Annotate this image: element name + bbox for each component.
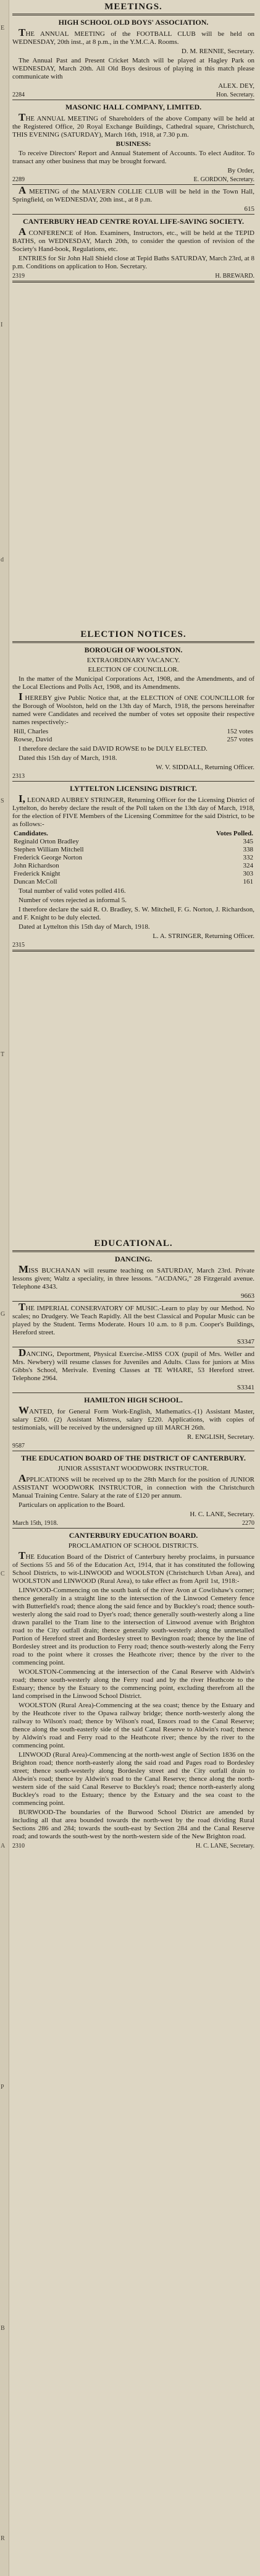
table-row: Reginald Orton Bradley 345 xyxy=(14,838,253,845)
notice-body: BURWOOD-The boundaries of the Burwood School District are amended by including all that area bounded towards the north-west by the road dividing Rural Sections 286 and 284; towards the south-east by Section 284 and the Canal Reserve road; and towards the south-west by the north-western side of the New Brighton road. xyxy=(12,1809,254,1840)
educational-section xyxy=(12,1237,254,1851)
notice-body: Total number of valid votes polled 416. xyxy=(19,887,126,895)
notice-body: Number of votes rejected as informal 5. xyxy=(19,897,127,904)
notice-reference: 2313 xyxy=(12,773,25,780)
rule xyxy=(12,1301,254,1302)
notice-signature: W. V. SIDDALL, Returning Officer. xyxy=(156,764,254,771)
notice-title: BOROUGH OF WOOLSTON. xyxy=(84,646,183,654)
notice-reference: March 15th, 1918. 2270 xyxy=(12,1520,254,1527)
meetings-section xyxy=(12,0,254,283)
notice-signature: H. C. LANE, Secretary. xyxy=(190,1511,254,1518)
notice-reference: 2284 Hon. Secretary. xyxy=(12,92,254,98)
notice-body: Dated this 15th day of March, 1918. xyxy=(19,754,117,762)
table-header: Candidates. Votes Polled. xyxy=(14,830,253,837)
notice-subhead: BUSINESS: xyxy=(115,140,151,148)
rule xyxy=(12,1528,254,1529)
table-row: Frederick George Norton 332 xyxy=(14,854,253,861)
notice-body: Dated at Lyttelton this 15th day of March, 1918. xyxy=(19,923,150,931)
notice-body: A CONFERENCE of Hon. Examiners, Instructors, etc., will be held at the TEPID BATHS, on WEDNESDAY, March 20th, to consider the question of revision of the Society's Hand-book, Regulations, etc. xyxy=(12,226,254,253)
notice-body: THE IMPERIAL CONSERVATORY OF MUSIC.-Learn to play by our Method. No scales; no Drudgery. We Teach Rapidly. All the best Classical and Popular Music can be played by the Student. Terms Moderate. Hours 10 a.m. to 8 p.m. Cooper's Buildings, Hereford street. xyxy=(12,1301,254,1336)
notice-signature: L. A. STRINGER, Returning Officer. xyxy=(153,932,254,940)
gutter-letter: B xyxy=(1,2325,5,2332)
notice-body: THE ANNUAL MEETING of Shareholders of the above Company will be held at the Registered Office, 20 Royal Exchange Buildings, Cathedral square, Christchurch, THIS EVENING (SATURDAY), March 16th, 1918, at 7.30 p.m. xyxy=(12,111,254,139)
left-margin-gutter xyxy=(0,0,9,2576)
election-section xyxy=(12,628,254,952)
notice-body: LINWOOD-Commencing on the south bank of the river Avon at Cowlishaw's corner; thence generally in a straight line to the intersection of the Linwood Cemetery fence with Butterfield's road; thence along the said fence and by Buckley's road; thence south-westerly along the said road to Dyer's road; thence generally south-westerly along a line drawn parallel to the Tram line to the intersection of Linwood avenue with Brighton road to the City outfall drain; thence generally south-westerly along the unmetalled Portion of Hereford street and Bordesley street to Bevington road; thence by the line of Bordesley street and its production to Ferry road; thence south-westerly along the Ferry road to the point where it crosses the Heathcote river; thence by the river to the commencing point. xyxy=(12,1587,254,1666)
section-title-meetings: MEETINGS. xyxy=(104,2,162,12)
table-row: John Richardson 324 xyxy=(14,862,253,869)
notice-signature: By Order, xyxy=(227,167,254,174)
notice-signature: R. ENGLISH, Secretary. xyxy=(187,1433,254,1441)
table-row: Duncan McColl 161 xyxy=(14,878,253,885)
notice-reference: 615 xyxy=(244,205,254,213)
section-title-educational: EDUCATIONAL. xyxy=(94,1239,173,1248)
notice-subtitle: EXTRAORDINARY VACANCY. xyxy=(86,657,180,664)
gutter-letter: A xyxy=(1,1843,6,1849)
notice-subtitle: ELECTION OF COUNCILLOR. xyxy=(88,666,179,673)
rule xyxy=(12,950,254,952)
notice-body: THE ANNUAL MEETING of the FOOTBALL CLUB will be held on WEDNESDAY, 20th inst., at 8 p.m., in the Y.M.C.A. Rooms. xyxy=(12,27,254,46)
notice-subtitle: PROCLAMATION OF SCHOOL DISTRICTS. xyxy=(68,1542,199,1550)
notice-body: MISS BUCHANAN will resume teaching on SATURDAY, March 23rd. Private lessons given; Waltz a speciality, in three lessons. "ACDANG," 28 Fitzgerald avenue. Telephone 4343. xyxy=(12,1263,254,1290)
gutter-letter: R xyxy=(1,2535,5,2542)
notice-signature: ALEX. DEY, xyxy=(218,82,254,90)
notice-body: Particulars on application to the Board. xyxy=(19,1501,125,1509)
notice-body: In the matter of the Municipal Corporations Act, 1908, and the Amendments, and of the Local Elections and Polls Act, 1908, and its Amendments. xyxy=(12,675,254,691)
notice-body: I HEREBY give Public Notice that, at the ELECTION of ONE COUNCILLOR for the Borough of Woolston, held on the 13th day of March, 1918, the persons hereinafter named were Candidates and received the number of votes set opposite their respective names respectively:- xyxy=(12,691,254,726)
notice-body: LINWOOD (Rural Area)-Commencing at the north-west angle of Section 1836 on the Brighton road; thence north-easterly along the said road and Pages road to Bordesley street; thence south-westerly along Bordesley street and the City outfall drain to Aldwin's road; thence by Aldwin's road to the Canal Reserve; thence along the north-western side of the said Canal Reserve to Buckley's road; thence north-easterly along Buckley's road to the Estuary; thence by the Estuary and the sea coast to the commencing point. xyxy=(12,1751,254,1807)
rule xyxy=(12,1250,254,1252)
notice-title: MASONIC HALL COMPANY, LIMITED. xyxy=(65,103,202,111)
table-row: Hill, Charles 152 votes xyxy=(14,728,253,735)
notice-reference: 2289 E. GORDON, Secretary. xyxy=(12,176,254,183)
rule xyxy=(12,214,254,215)
notice-reference: 9663 xyxy=(241,1292,254,1300)
candidate-table xyxy=(12,830,254,886)
gutter-letter: C xyxy=(1,1571,5,1577)
notice-body: ENTRIES for Sir John Hall Shield close at Tepid Baths SATURDAY, March 23rd, at 8 p.m. Conditions on application to Hon. Secretary. xyxy=(12,255,254,270)
table-row: Rowse, David 257 votes xyxy=(14,736,253,743)
table-row: Frederick Knight 303 xyxy=(14,870,253,877)
notice-subtitle: JUNIOR ASSISTANT WOODWORK INSTRUCTOR. xyxy=(57,1465,209,1472)
section-title-election: ELECTION NOTICES. xyxy=(80,629,187,639)
notice-body: THE Education Board of the District of Canterbury hereby proclaims, in pursuance of Sections 55 and 56 of the Education Act, 1914, that it has constituted the following School Districts, to wit-LINWOOD and WOOLSTON (Christchurch Urban Area), and WOOLSTON and LINWOOD (Rural Area), to take effect as from April 1st, 1918:- xyxy=(12,1550,254,1585)
notice-title: LYTTELTON LICENSING DISTRICT. xyxy=(70,784,197,793)
gutter-letter: P xyxy=(1,2084,4,2091)
gutter-letter: G xyxy=(1,1311,6,1318)
notice-title: CANTERBURY EDUCATION BOARD. xyxy=(69,1531,198,1540)
notice-reference: 2319 H. BREWARD. xyxy=(12,273,254,279)
notice-body: APPLICATIONS will be received up to the 28th March for the position of JUNIOR ASSISTANT WOODWORK INSTRUCTOR, in connection with the Christchurch Manual Training Centre. Salary at the rate of £120 per annum. xyxy=(12,1472,254,1499)
notice-body: To receive Directors' Report and Annual Statement of Accounts. To elect Auditor. To transact any other business that may be brought forward. xyxy=(12,150,254,165)
notice-title: CANTERBURY HEAD CENTRE ROYAL LIFE-SAVING SOCIETY. xyxy=(22,217,245,226)
notice-body: WOOLSTON-Commencing at the intersection of the Canal Reserve with Aldwin's road; thence south-westerly along the Ferry road and by the river Heathcote to the Estuary; thence by the Estuary to the commencing point, excluding therefrom all the land comprised in the Linwood School District. xyxy=(12,1668,254,1700)
notice-body: DANCING, Deportment, Physical Exercise.-MISS COX (pupil of Mrs. Weller and Mrs. Newbery) will resume classes for Juveniles and Adults. Class for juniors at Miss Gibbs's School, Merivale. Evening Classes at TE WHARE, 53 Hereford street. Telephone 2964. xyxy=(12,1347,254,1382)
notice-title: THE EDUCATION BOARD OF THE DISTRICT OF CANTERBURY. xyxy=(21,1454,246,1462)
gutter-letter: S xyxy=(1,798,4,804)
notice-body: I therefore declare the said R. O. Bradley, S. W. Mitchell, F. G. Norton, J. Richardson, and F. Knight to be duly elected. xyxy=(12,906,254,921)
notice-signature: D. M. RENNIE, Secretary. xyxy=(181,48,254,55)
notice-body: A MEETING of the MALVERN COLLIE CLUB will be held in the Town Hall, Springfield, on WEDNESDAY, 20th inst., at 8 p.m. xyxy=(12,184,254,203)
notice-body: I therefore declare the said DAVID ROWSE to be DULY ELECTED. xyxy=(19,745,208,753)
table-row: Stephen William Mitchell 338 xyxy=(14,846,253,853)
gutter-letter: E xyxy=(1,25,5,32)
rule xyxy=(12,641,254,643)
notice-body: WANTED, for General Form Work-English, Mathematics.-(1) Assistant Master, salary £260. (2) Assistant Mistress, salary £220. Applications, with copies of testimonials, will be received by the undersigned up till MARCH 26th. xyxy=(12,1404,254,1431)
notice-reference: S3341 xyxy=(237,1384,254,1391)
candidate-table xyxy=(12,728,254,744)
rule xyxy=(12,14,254,15)
notice-title: HAMILTON HIGH SCHOOL. xyxy=(84,1396,183,1404)
notice-title: DANCING. xyxy=(114,1255,153,1263)
notice-reference: 9587 xyxy=(12,1443,25,1449)
notice-reference: 2310 H. C. LANE, Secretary. xyxy=(12,1843,254,1849)
rule xyxy=(12,781,254,782)
classified-column xyxy=(12,0,254,2576)
notice-reference: S3347 xyxy=(237,1338,254,1346)
rule xyxy=(12,281,254,283)
notice-title: HIGH SCHOOL OLD BOYS' ASSOCIATION. xyxy=(58,18,209,27)
notice-reference: 2315 xyxy=(12,942,25,949)
notice-body: The Annual Past and Present Cricket Match will be played at Hagley Park on WEDNESDAY, March 20th. All Old Boys desirous of playing in this match please communicate with xyxy=(12,57,254,80)
gutter-letter: T xyxy=(1,1051,5,1058)
gutter-letter: I xyxy=(1,322,3,328)
rule xyxy=(12,1392,254,1393)
notice-body: WOOLSTON (Rural Area)-Commencing at the sea coast; thence by the Estuary and by the Heathcote river to the Opawa railway bridge; thence north-westerly along the railway to Wilson's road; thence by Wilson's road, Ensors road to the Canal Reserve; thence along the south-easterly side of the said Canal Reserve to Aldwin's road; thence by Aldwin's road and Ferry road to the Heathcote river; thence by the river to the commencing point. xyxy=(12,1702,254,1749)
notice-body: I, LEONARD AUBREY STRINGER, Returning Officer for the Licensing District of Lyttelton, do hereby declare the result of the Poll taken on the 13th day of March, 1918, for the election of FIVE Members of the Licensing Committee for the said District, to be as follows:- xyxy=(12,793,254,828)
rule xyxy=(12,184,254,185)
gutter-letter: d xyxy=(1,557,4,563)
